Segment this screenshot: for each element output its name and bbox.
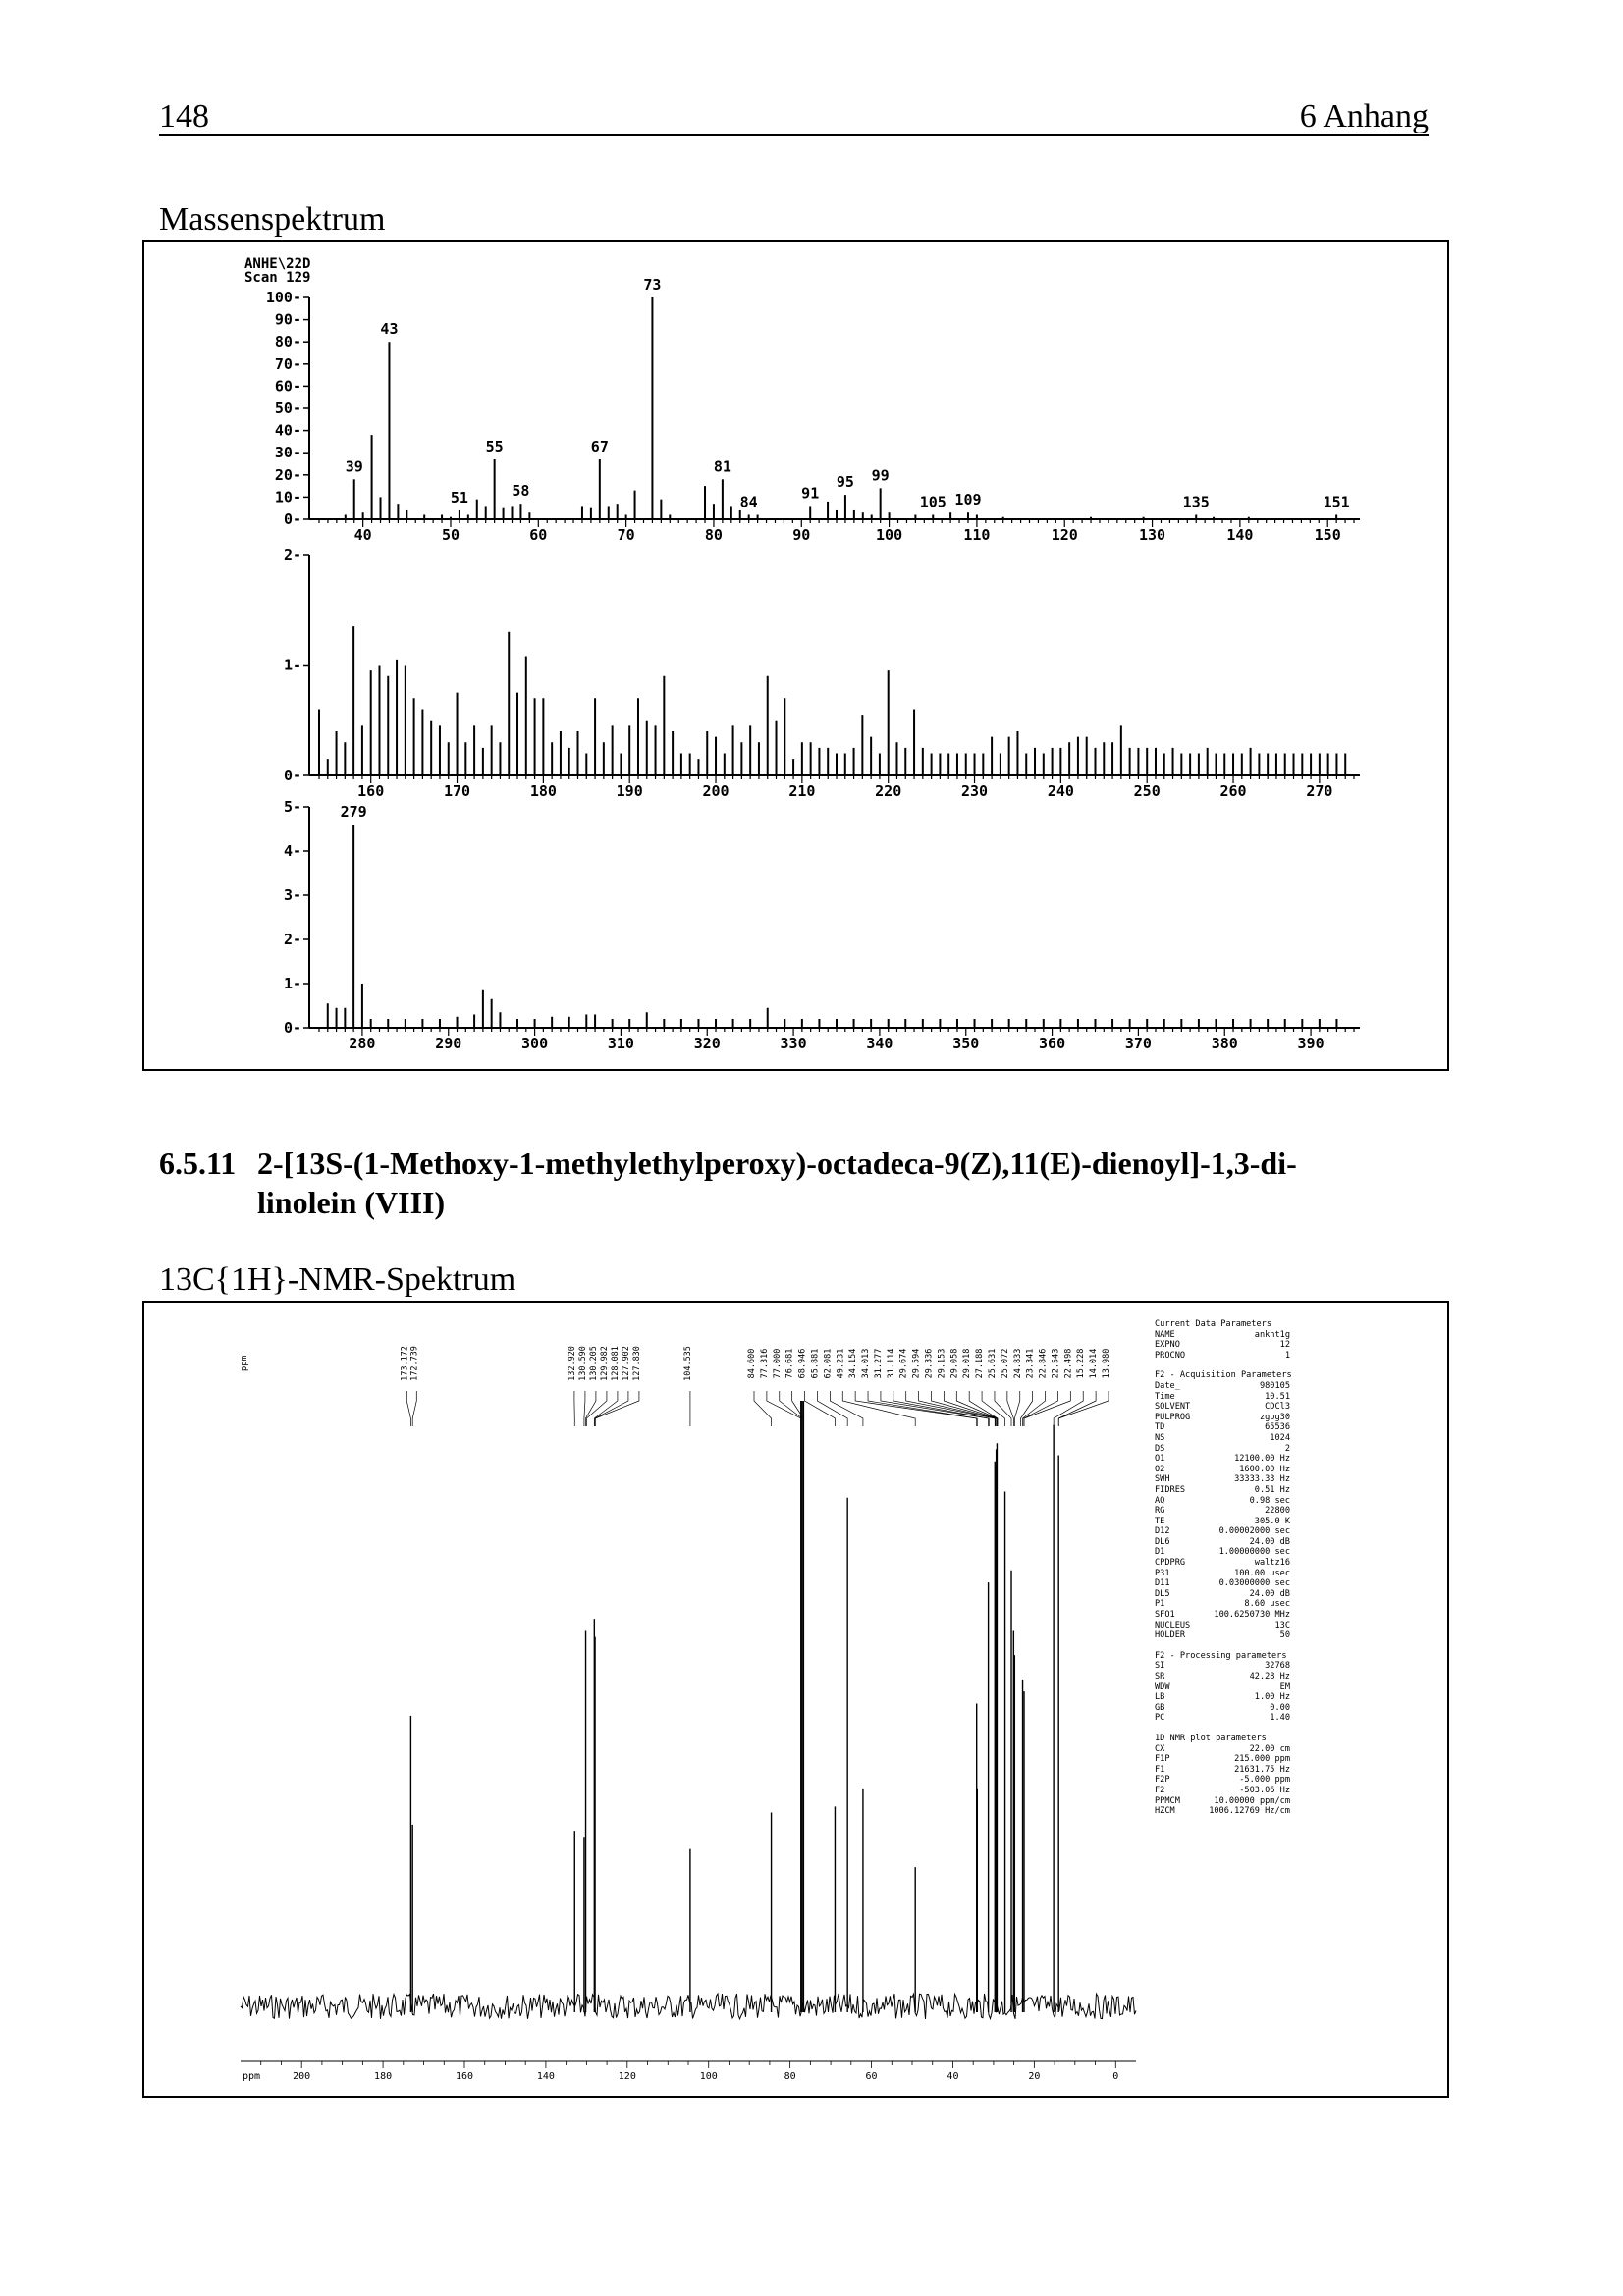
- nmr-param-plot-key: PPMCM: [1155, 1795, 1180, 1806]
- nmr-param-acq-key: DL6: [1155, 1536, 1170, 1547]
- nmr-param-plot-row: [1155, 1744, 1290, 1755]
- ms-y-tick-label: 20-: [274, 465, 301, 484]
- nmr-param-current-value: 12: [1279, 1340, 1290, 1351]
- ms-x-tick-label: 390: [1297, 1035, 1325, 1052]
- nmr-x-tick-label: 80: [784, 2071, 796, 2082]
- nmr-param-acq-value: 65536: [1265, 1422, 1290, 1433]
- ms-x-tick-label: 90: [792, 526, 811, 544]
- nmr-param-acq-row: [1155, 1392, 1290, 1403]
- nmr-param-acq-value: 100.00 usec: [1234, 1568, 1290, 1578]
- nmr-x-tick-label: 60: [865, 2071, 878, 2082]
- nmr-param-proc-key: LB: [1155, 1692, 1165, 1703]
- nmr-x-tick-label: 120: [618, 2071, 636, 2082]
- nmr-peak-label: 77.000: [772, 1348, 783, 1379]
- ms-peak-label: 55: [485, 437, 504, 455]
- ms-y-tick-label: 40-: [274, 421, 301, 440]
- section-heading: [159, 1144, 1297, 1222]
- nmr-label-leader: [969, 1391, 998, 1426]
- nmr-label-leader: [1058, 1391, 1096, 1426]
- ms-y-tick-label: 2-: [283, 931, 301, 948]
- nmr-param-acq-row: [1155, 1558, 1290, 1569]
- nmr-label-leader: [932, 1391, 997, 1426]
- ms-y-tick-label: 2-: [283, 546, 301, 563]
- nmr-param-plot-value: 215.000 ppm: [1234, 1754, 1290, 1765]
- nmr-param-acq-row: [1155, 1610, 1290, 1621]
- nmr-peak-label: 31.277: [873, 1348, 884, 1379]
- nmr-param-proc-value: 1.40: [1270, 1713, 1290, 1724]
- nmr-param-acq-key: DS: [1155, 1443, 1165, 1454]
- ms-x-tick-label: 290: [435, 1035, 462, 1052]
- ms-peak-label: 151: [1323, 493, 1350, 511]
- nmr-label-leader: [584, 1391, 585, 1426]
- nmr-param-acq-key: PULPROG: [1155, 1412, 1191, 1422]
- nmr-peak-label: 29.674: [898, 1348, 909, 1379]
- nmr-param-acq-row: [1155, 1496, 1290, 1507]
- nmr-peak-label: 127.902: [621, 1346, 631, 1381]
- nmr-label-leader: [406, 1391, 410, 1426]
- nmr-param-acq-key: AQ: [1155, 1495, 1165, 1506]
- nmr-param-acq-value: 2: [1284, 1443, 1290, 1454]
- nmr-param-proc-key: WDW: [1155, 1682, 1170, 1692]
- nmr-param-acq-row: [1155, 1433, 1290, 1444]
- nmr-peak-label: 22.543: [1051, 1348, 1061, 1379]
- ms-x-tick-label: 270: [1306, 782, 1333, 800]
- nmr-param-acq-key: O1: [1155, 1454, 1165, 1465]
- nmr-param-acq-row: [1155, 1444, 1290, 1455]
- ms-x-tick-label: 150: [1314, 526, 1341, 544]
- nmr-label-leader: [982, 1391, 1004, 1426]
- nmr-param-current-row: [1155, 1351, 1290, 1362]
- nmr-param-acq-key: SFO1: [1155, 1610, 1175, 1621]
- nmr-peak-label: 25.072: [1000, 1348, 1010, 1379]
- nmr-param-plot-row: [1155, 1775, 1290, 1786]
- nmr-param-acq-key: Time: [1155, 1391, 1175, 1402]
- nmr-param-current-row: [1155, 1340, 1290, 1351]
- nmr-param-acq-row: [1155, 1599, 1290, 1610]
- nmr-param-acq-row: [1155, 1413, 1290, 1423]
- nmr-param-plot-row: [1155, 1786, 1290, 1796]
- nmr-x-tick-label: 140: [536, 2071, 555, 2082]
- nmr-x-label: ppm: [243, 2071, 261, 2082]
- ms-y-tick-label: 60-: [274, 377, 301, 396]
- nmr-peak-label: 24.833: [1012, 1348, 1023, 1379]
- ms-x-tick-label: 210: [788, 782, 816, 800]
- ms-x-tick-label: 120: [1051, 526, 1078, 544]
- nmr-peak-label: 84.600: [747, 1348, 757, 1379]
- nmr-param-acq-value: 33333.33 Hz: [1234, 1474, 1290, 1485]
- nmr-param-acq-value: 305.0 K: [1254, 1516, 1290, 1526]
- nmr-param-acq-row: [1155, 1630, 1290, 1641]
- nmr-peak-label: 129.982: [599, 1346, 610, 1381]
- nmr-param-plot-value: -5.000 ppm: [1239, 1775, 1290, 1786]
- ms-y-tick-label: 70-: [274, 354, 301, 373]
- ms-peak-label: 99: [871, 466, 890, 485]
- ms-x-tick-label: 40: [353, 526, 372, 544]
- nmr-param-plot-row: [1155, 1754, 1290, 1765]
- nmr-param-proc-value: 42.28 Hz: [1249, 1672, 1290, 1682]
- section-heading-line1: [159, 1144, 1297, 1183]
- ms-x-tick-label: 300: [521, 1035, 549, 1052]
- ms-y-tick-label: 100-: [265, 289, 301, 306]
- nmr-param-acq-key: D12: [1155, 1526, 1170, 1537]
- nmr-param-proc-row: [1155, 1661, 1290, 1672]
- nmr-param-acq-key: FIDRES: [1155, 1484, 1186, 1495]
- ms-x-tick-label: 130: [1139, 526, 1166, 544]
- nmr-label-leader: [1058, 1391, 1109, 1426]
- nmr-peak-label: 29.594: [911, 1348, 922, 1379]
- nmr-peak-label: 31.114: [886, 1348, 896, 1379]
- ms-y-tick-label: 1-: [283, 656, 301, 674]
- ms-x-tick-label: 320: [693, 1035, 721, 1052]
- ms-x-tick-label: 190: [616, 782, 643, 800]
- ms-panel-1: [266, 276, 1360, 544]
- nmr-parameter-block: [1155, 1319, 1290, 1817]
- nmr-param-acq-key: NUCLEUS: [1155, 1620, 1191, 1630]
- nmr-param-proc-key: GB: [1155, 1702, 1165, 1713]
- nmr-x-tick-label: 180: [374, 2071, 393, 2082]
- nmr-peak-label: 62.081: [823, 1348, 834, 1379]
- ms-x-tick-label: 330: [780, 1035, 807, 1052]
- nmr-label-leader: [1024, 1391, 1058, 1426]
- nmr-param-acq-key: DL5: [1155, 1588, 1170, 1599]
- nmr-param-proc-row: [1155, 1692, 1290, 1703]
- nmr-param-acq-key: P1: [1155, 1599, 1165, 1610]
- nmr-param-acq-value: 22800: [1265, 1506, 1290, 1517]
- ms-y-tick-label: 30-: [274, 444, 301, 462]
- nmr-param-proc-row: [1155, 1672, 1290, 1682]
- ms-header-line2: Scan 129: [244, 270, 311, 286]
- nmr-param-acq-row: [1155, 1537, 1290, 1548]
- ms-header-line1: ANHE\22D: [244, 256, 311, 272]
- nmr-param-acq-value: 50: [1279, 1630, 1290, 1641]
- nmr-peak-label: 76.681: [784, 1348, 795, 1379]
- ms-x-tick-label: 160: [357, 782, 385, 800]
- ms-x-tick-label: 310: [607, 1035, 634, 1052]
- ms-peak-label: 84: [739, 493, 758, 511]
- nmr-param-proc-value: EM: [1279, 1682, 1290, 1692]
- nmr-param-acq-key: CPDPRG: [1155, 1558, 1186, 1569]
- nmr-param-acq-value: 13C: [1274, 1620, 1290, 1630]
- nmr-peak-label: 13.980: [1102, 1348, 1111, 1379]
- nmr-param-acq-key: P31: [1155, 1568, 1170, 1578]
- nmr-param-acq-value: 12100.00 Hz: [1234, 1454, 1290, 1465]
- nmr-caption-text: 13C{1H}-NMR-Spektrum: [159, 1261, 516, 1298]
- nmr-param-current-key: PROCNO: [1155, 1350, 1186, 1361]
- nmr-label-leader: [842, 1391, 915, 1426]
- nmr-peak-label: 104.535: [682, 1346, 693, 1381]
- nmr-param-acq-row: [1155, 1621, 1290, 1631]
- nmr-param-acq-row: [1155, 1506, 1290, 1517]
- nmr-peak-label: 34.013: [861, 1348, 872, 1379]
- nmr-peak-label: 130.590: [577, 1346, 588, 1381]
- nmr-param-plot-key: F2P: [1155, 1775, 1170, 1786]
- nmr-peak-label: 27.188: [975, 1348, 986, 1379]
- nmr-param-proc-row: [1155, 1703, 1290, 1714]
- nmr-param-acq-value: 0.00002000 sec: [1218, 1526, 1290, 1537]
- ms-peak-label: 91: [801, 484, 820, 503]
- nmr-peak-label: 23.341: [1025, 1348, 1036, 1379]
- ms-peak-label: 67: [590, 437, 609, 455]
- nmr-param-proc-row: [1155, 1713, 1290, 1724]
- nmr-x-tick-label: 20: [1028, 2071, 1041, 2082]
- nmr-caption: [159, 1261, 515, 1299]
- nmr-param-acq-key: HOLDER: [1155, 1630, 1186, 1641]
- nmr-param-acq-value: 10.51: [1265, 1391, 1290, 1402]
- ms-x-tick-label: 260: [1219, 782, 1247, 800]
- nmr-param-acq-row: [1155, 1569, 1290, 1579]
- ms-peak-label: 81: [713, 457, 731, 476]
- page-header-number: 148: [159, 98, 209, 134]
- nmr-peak-label: 77.316: [759, 1348, 770, 1379]
- nmr-x-tick-label: 100: [699, 2071, 718, 2082]
- nmr-param-acq-key: D1: [1155, 1547, 1165, 1558]
- ms-x-tick-label: 110: [963, 526, 991, 544]
- nmr-peak-label: 29.018: [962, 1348, 973, 1379]
- nmr-peak-label: 34.154: [848, 1348, 859, 1379]
- ms-x-tick-label: 60: [529, 526, 548, 544]
- nmr-param-proc-key: SI: [1155, 1661, 1165, 1672]
- ms-x-tick-label: 140: [1226, 526, 1254, 544]
- ms-peak-label: 73: [643, 276, 662, 294]
- ms-x-tick-label: 80: [704, 526, 723, 544]
- nmr-param-acq-key: SOLVENT: [1155, 1402, 1191, 1413]
- ms-y-tick-label: 5-: [283, 798, 301, 816]
- nmr-param-title-plot: 1D NMR plot parameters: [1155, 1733, 1267, 1743]
- nmr-param-acq-value: 8.60 usec: [1244, 1599, 1290, 1610]
- nmr-param-acq-row: [1155, 1485, 1290, 1496]
- ms-x-tick-label: 340: [866, 1035, 893, 1052]
- ms-x-tick-label: 380: [1211, 1035, 1238, 1052]
- nmr-label-leader: [780, 1391, 802, 1426]
- ms-y-tick-label: 4-: [283, 842, 301, 860]
- nmr-param-acq-value: 0.03000000 sec: [1218, 1578, 1290, 1589]
- nmr-x-tick-label: 200: [293, 2071, 311, 2082]
- ms-peak-label: 109: [954, 491, 982, 509]
- nmr-param-acq-value: 0.51 Hz: [1254, 1484, 1290, 1495]
- ms-x-tick-label: 100: [876, 526, 903, 544]
- nmr-param-acq-key: TD: [1155, 1422, 1165, 1433]
- nmr-param-acq-row: [1155, 1465, 1290, 1475]
- nmr-param-acq-key: Date_: [1155, 1380, 1180, 1391]
- nmr-peak-label: 49.231: [836, 1348, 846, 1379]
- ms-peak-label: 135: [1182, 493, 1210, 511]
- nmr-param-acq-row: [1155, 1578, 1290, 1589]
- nmr-param-plot-row: [1155, 1796, 1290, 1807]
- ms-x-tick-label: 370: [1124, 1035, 1152, 1052]
- nmr-param-acq-value: 1.00000000 sec: [1218, 1547, 1290, 1558]
- ms-x-tick-label: 180: [529, 782, 557, 800]
- nmr-param-plot-key: CX: [1155, 1743, 1165, 1754]
- nmr-param-acq-value: 100.6250730 MHz: [1214, 1610, 1290, 1621]
- ms-peak-label: 105: [919, 493, 947, 511]
- nmr-param-title-acq: F2 - Acquisition Parameters: [1155, 1370, 1292, 1381]
- nmr-param-acq-value: CDCl3: [1265, 1402, 1290, 1413]
- nmr-param-plot-row: [1155, 1806, 1290, 1817]
- nmr-param-acq-value: 980105: [1259, 1380, 1290, 1391]
- nmr-peak-label: 130.205: [588, 1346, 599, 1381]
- nmr-param-current-key: EXPNO: [1155, 1340, 1180, 1351]
- ms-panel-2: [284, 546, 1360, 800]
- nmr-param-acq-value: waltz16: [1254, 1558, 1290, 1569]
- ms-peak-label: 39: [345, 457, 363, 476]
- nmr-label-leader: [754, 1391, 772, 1426]
- nmr-label-leader: [412, 1391, 416, 1426]
- nmr-peak-label: 29.336: [924, 1348, 935, 1379]
- nmr-param-acq-row: [1155, 1474, 1290, 1485]
- ms-x-tick-label: 70: [617, 526, 635, 544]
- nmr-peak-label: 173.172: [400, 1346, 410, 1381]
- ms-figure-frame: [142, 240, 1449, 1071]
- nmr-y-label: ppm: [240, 1355, 249, 1372]
- ms-y-tick-label: 1-: [283, 975, 301, 992]
- nmr-param-plot-value: -503.06 Hz: [1239, 1785, 1290, 1795]
- nmr-param-proc-key: PC: [1155, 1713, 1165, 1724]
- nmr-peak-label: 15.228: [1076, 1348, 1087, 1379]
- nmr-param-acq-key: RG: [1155, 1506, 1165, 1517]
- nmr-label-leader: [1007, 1391, 1013, 1426]
- nmr-param-plot-value: 21631.75 Hz: [1234, 1764, 1290, 1775]
- ms-peak-label: 58: [512, 482, 530, 501]
- nmr-peak-label: 132.920: [567, 1346, 577, 1381]
- ms-x-tick-label: 200: [702, 782, 730, 800]
- ms-x-tick-label: 250: [1133, 782, 1161, 800]
- nmr-param-proc-value: 32768: [1265, 1661, 1290, 1672]
- nmr-param-acq-value: 24.00 dB: [1249, 1536, 1290, 1547]
- ms-x-tick-label: 240: [1047, 782, 1074, 800]
- ms-x-tick-label: 170: [443, 782, 471, 800]
- nmr-param-plot-row: [1155, 1765, 1290, 1776]
- ms-peak-label: 279: [340, 803, 367, 821]
- ms-x-tick-label: 350: [952, 1035, 980, 1052]
- nmr-param-plot-key: HZCM: [1155, 1806, 1175, 1817]
- ms-peak-label: 43: [380, 320, 399, 339]
- nmr-peak-label: 172.739: [409, 1346, 420, 1381]
- nmr-param-acq-key: D11: [1155, 1578, 1170, 1589]
- nmr-peak-label: 22.846: [1038, 1348, 1049, 1379]
- nmr-param-acq-key: NS: [1155, 1432, 1165, 1443]
- section-title-line1: 2-[13S-(1-Methoxy-1-methylethylperoxy)-octadeca-9(Z),11(E)-dienoyl]-1,3-di-: [257, 1146, 1297, 1181]
- nmr-label-leader: [595, 1391, 628, 1426]
- ms-y-tick-label: 90-: [274, 310, 301, 329]
- nmr-param-acq-row: [1155, 1517, 1290, 1527]
- nmr-param-acq-value: zgpg30: [1259, 1412, 1290, 1422]
- ms-y-tick-label: 50-: [274, 400, 301, 417]
- nmr-param-acq-row: [1155, 1547, 1290, 1558]
- ms-x-tick-label: 50: [441, 526, 460, 544]
- nmr-param-plot-key: F1: [1155, 1764, 1165, 1775]
- nmr-param-proc-value: 1.00 Hz: [1254, 1692, 1290, 1703]
- ms-x-tick-label: 220: [875, 782, 902, 800]
- nmr-peak-label: 127.830: [631, 1346, 642, 1381]
- nmr-param-title-current: Current Data Parameters: [1155, 1319, 1271, 1329]
- nmr-param-plot-value: 22.00 cm: [1249, 1743, 1290, 1754]
- mass-spectrum-chart: [144, 242, 1447, 1069]
- nmr-param-acq-value: 24.00 dB: [1249, 1588, 1290, 1599]
- nmr-param-acq-row: [1155, 1422, 1290, 1433]
- nmr-param-acq-row: [1155, 1381, 1290, 1392]
- ms-x-tick-label: 360: [1039, 1035, 1066, 1052]
- nmr-peak-label: 25.631: [987, 1348, 998, 1379]
- nmr-param-current-row: [1155, 1330, 1290, 1341]
- ms-peak-label: 95: [836, 473, 854, 492]
- nmr-param-plot-value: 1006.12769 Hz/cm: [1209, 1806, 1290, 1817]
- nmr-x-tick-label: 40: [947, 2071, 959, 2082]
- nmr-param-acq-value: 1024: [1270, 1432, 1290, 1443]
- nmr-param-title-proc: F2 - Processing parameters: [1155, 1650, 1287, 1661]
- nmr-label-leader: [586, 1391, 606, 1426]
- nmr-param-plot-key: F2: [1155, 1785, 1165, 1795]
- section-number: 6.5.11: [159, 1146, 237, 1181]
- page-header-chapter: 6 Anhang: [1299, 98, 1429, 134]
- ms-x-tick-label: 280: [349, 1035, 376, 1052]
- ms-y-tick-label: 0-: [283, 1019, 301, 1037]
- ms-x-tick-label: 230: [960, 782, 989, 800]
- ms-y-tick-label: 80-: [274, 333, 301, 351]
- section-title-line2: linolein (VIII): [257, 1185, 446, 1220]
- nmr-param-acq-value: 1600.00 Hz: [1239, 1464, 1290, 1474]
- nmr-baseline-noise: [241, 1994, 1136, 2019]
- nmr-peak-label: 14.014: [1089, 1348, 1100, 1379]
- ms-peak-label: 51: [450, 488, 468, 507]
- nmr-peak-label: 29.058: [949, 1348, 960, 1379]
- nmr-x-tick-label: 160: [455, 2071, 474, 2082]
- nmr-param-acq-row: [1155, 1589, 1290, 1600]
- ms-y-tick-label: 0-: [283, 510, 301, 528]
- ms-y-tick-label: 10-: [274, 488, 301, 507]
- ms-panel-3: [284, 798, 1360, 1052]
- nmr-param-acq-key: SWH: [1155, 1474, 1170, 1485]
- nmr-peak-label: 128.081: [610, 1346, 621, 1381]
- nmr-param-current-value: 1: [1284, 1350, 1290, 1361]
- nmr-param-acq-value: 0.98 sec: [1249, 1495, 1290, 1506]
- header-rule: [159, 134, 1429, 136]
- nmr-label-leader: [1023, 1391, 1046, 1426]
- nmr-param-acq-key: O2: [1155, 1464, 1165, 1474]
- nmr-param-plot-value: 10.00000 ppm/cm: [1214, 1795, 1290, 1806]
- nmr-peak-label: 29.153: [937, 1348, 947, 1379]
- nmr-param-current-value: anknt1g: [1254, 1329, 1290, 1340]
- nmr-param-proc-value: 0.00: [1270, 1702, 1290, 1713]
- ms-y-tick-label: 3-: [283, 886, 301, 904]
- nmr-param-proc-row: [1155, 1682, 1290, 1693]
- nmr-x-tick-label: 0: [1112, 2071, 1119, 2082]
- nmr-param-acq-row: [1155, 1526, 1290, 1537]
- nmr-param-proc-key: SR: [1155, 1672, 1165, 1682]
- ms-caption: Massenspektrum: [159, 201, 386, 238]
- nmr-label-leader: [1014, 1391, 1019, 1426]
- ms-y-tick-label: 0-: [283, 767, 301, 784]
- nmr-param-current-key: NAME: [1155, 1329, 1175, 1340]
- nmr-param-acq-row: [1155, 1402, 1290, 1413]
- nmr-peak-label: 68.946: [797, 1348, 808, 1379]
- nmr-param-plot-key: F1P: [1155, 1754, 1170, 1765]
- nmr-label-leader: [1024, 1391, 1070, 1426]
- nmr-param-acq-row: [1155, 1454, 1290, 1465]
- nmr-param-acq-key: TE: [1155, 1516, 1165, 1526]
- nmr-label-leader: [767, 1391, 801, 1426]
- nmr-peak-label: 22.498: [1063, 1348, 1074, 1379]
- nmr-peak-label: 65.881: [810, 1348, 821, 1379]
